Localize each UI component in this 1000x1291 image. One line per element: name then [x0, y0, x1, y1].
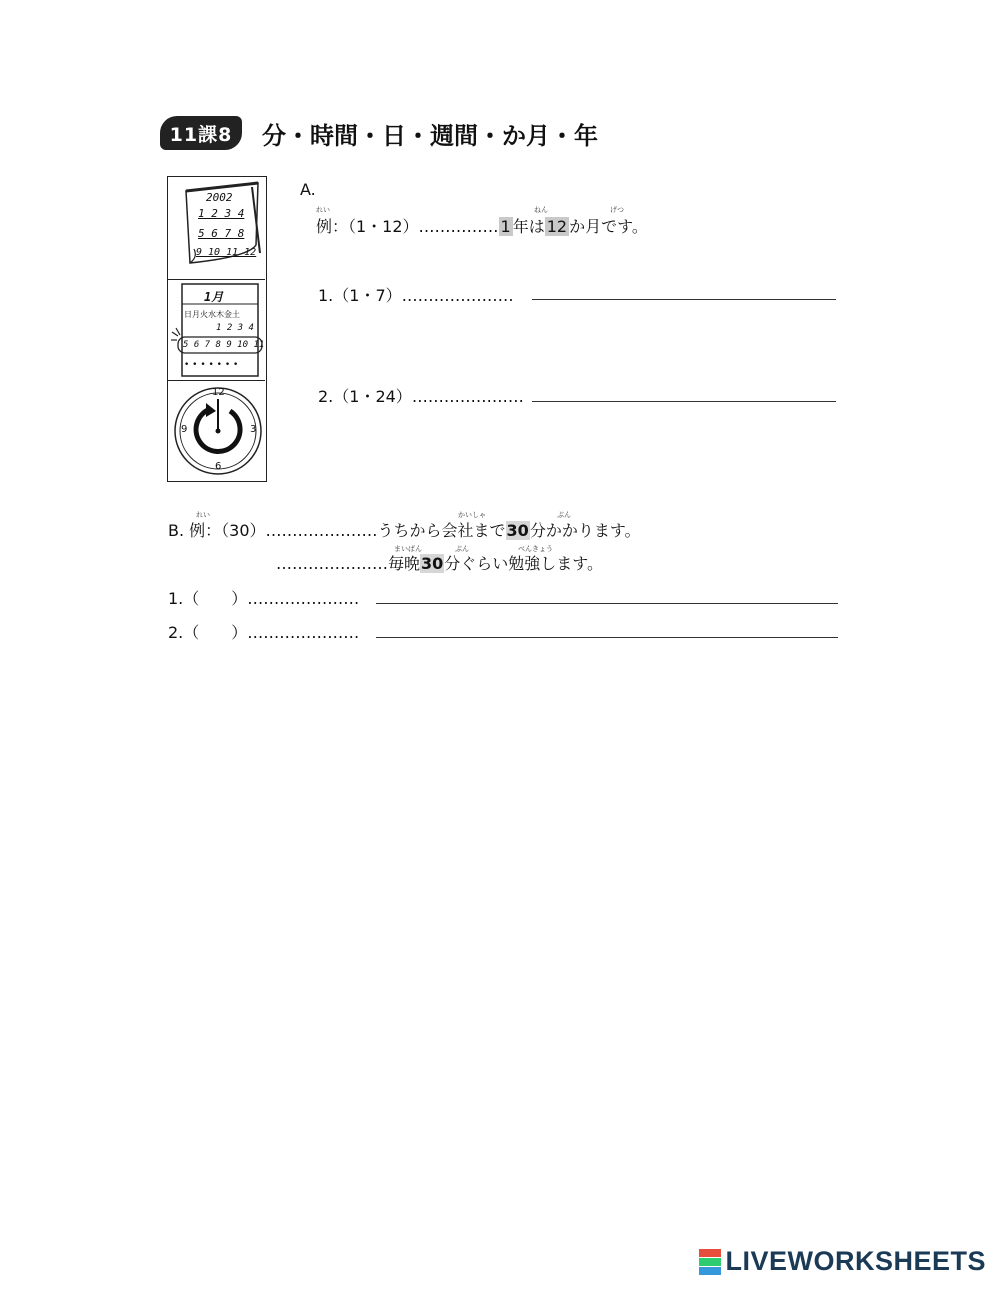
lesson-badge: 11課8 [160, 116, 242, 150]
calendar-row-1: 1 2 3 4 [198, 207, 245, 220]
example-dots: …………… [418, 217, 499, 236]
logo-text: LIVEWORKSHEETS [725, 1246, 986, 1276]
clock-number-6: 6 [215, 461, 222, 472]
clock-number-9: 9 [181, 424, 188, 435]
section-b-dots-2: ………………… [276, 554, 388, 573]
calendar-year: 2002 [206, 191, 233, 204]
live-blocks-icon [699, 1249, 721, 1275]
ruby-rei: れい [316, 206, 330, 214]
answer-line-b1[interactable] [376, 603, 838, 604]
ruby-fun-2: ぷん [455, 545, 469, 553]
section-b-item-1 [168, 586, 359, 609]
section-b-example-prefix: 例：（30） [189, 521, 266, 540]
line1-after: 分かかります。 [529, 521, 641, 540]
section-b-item-2 [168, 620, 359, 643]
clock-number-3: 3 [250, 424, 257, 435]
example-mid: 年は [512, 217, 545, 236]
section-b-example-1 [168, 518, 641, 541]
item-label: 2.（ ） [168, 623, 248, 642]
answer-line-b2[interactable] [376, 637, 838, 638]
year-calendar-picture [168, 177, 265, 280]
section-a-example [316, 214, 648, 237]
calendar-month: 1月 [204, 290, 224, 304]
liveworksheets-logo[interactable] [699, 1246, 986, 1277]
section-a-item-2 [318, 384, 524, 407]
item-label: 1.（1・7） [318, 286, 402, 305]
section-b-label: B. [168, 521, 185, 540]
ruby-rei-b: れい [196, 511, 210, 519]
example-years: 1 [500, 217, 511, 236]
example-suffix: か月です。 [569, 217, 648, 236]
calendar-row-2: 5 6 7 8 [198, 227, 245, 240]
ruby-kaisha: かいしゃ [458, 511, 486, 519]
item-label: 2.（1・24） [318, 387, 412, 406]
section-b-dots: ………………… [265, 521, 378, 540]
answer-line-a2[interactable] [532, 401, 836, 402]
page-title: 分・時間・日・週間・か月・年 [262, 122, 598, 150]
calendar-weekdays: 日月火水木金土 [184, 310, 240, 319]
ruby-getsu: げつ [610, 206, 624, 214]
item-label: 1.（ ） [168, 589, 248, 608]
answer-line-a1[interactable] [532, 299, 836, 300]
ruby-nen: ねん [534, 206, 548, 214]
calendar-week-2: 5 6 7 8 9 10 11 [183, 340, 265, 350]
picture-strip [167, 176, 267, 482]
ruby-benkyou: べんきょう [518, 545, 553, 553]
clock-picture [168, 381, 265, 480]
section-a-item-1 [318, 283, 514, 306]
line2-after: 分ぐらい勉強します。 [444, 554, 604, 573]
line1-number: 30 [506, 521, 529, 540]
calendar-row-3: 9 10 11 12 [196, 247, 257, 258]
item-dots: ………………… [247, 589, 360, 608]
item-dots: ………………… [411, 387, 524, 406]
line1-before: うちから会社まで [377, 521, 506, 540]
clock-number-12: 12 [212, 387, 225, 398]
section-a-label: A. [300, 180, 316, 199]
line2-number: 30 [421, 554, 444, 573]
item-dots: ………………… [401, 286, 514, 305]
example-months: 12 [546, 217, 568, 236]
example-prefix: 例：（1・12） [316, 217, 419, 236]
ruby-maiban: まいばん [394, 545, 422, 553]
calendar-week-3: • • • • • • • [184, 360, 239, 370]
month-calendar-picture [168, 280, 265, 381]
item-dots: ………………… [247, 623, 360, 642]
line2-before: 毎晩 [388, 554, 421, 573]
section-b-example-2 [276, 551, 603, 574]
ruby-fun-1: ぷん [557, 511, 571, 519]
calendar-week-1: 1 2 3 4 [216, 323, 254, 333]
